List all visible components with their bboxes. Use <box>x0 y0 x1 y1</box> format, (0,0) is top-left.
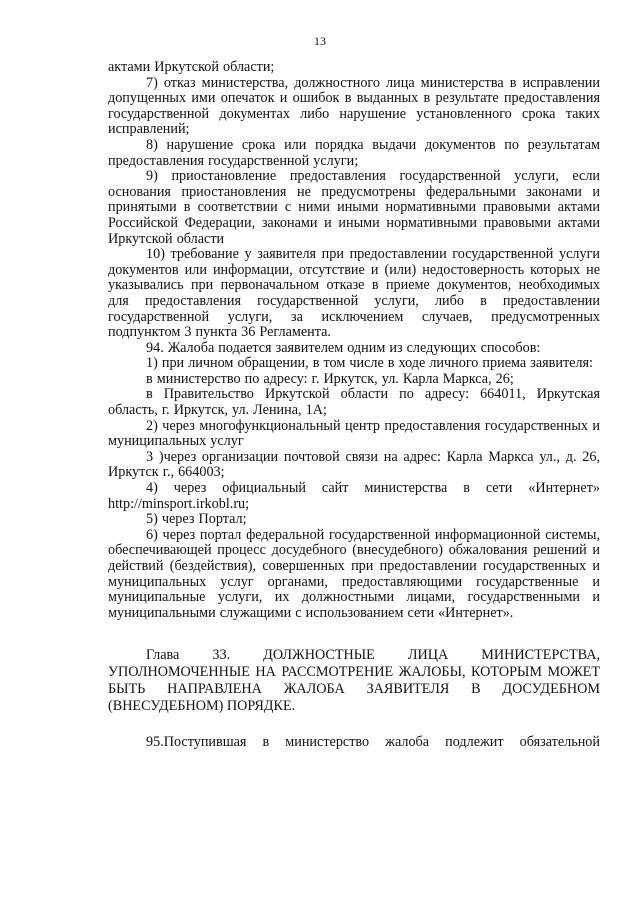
paragraph: 3 )через организации почтовой связи на адрес: Карла Маркса ул., д. 26, Иркутск г., 664003; <box>108 448 600 481</box>
paragraph: 4) через официальный сайт министерства в сети «Интернет» http://minsport.irkobl.ru; <box>108 480 600 512</box>
paragraph: 9) приостановление предоставления государственной услуги, если основания приостановления не предусмотрены федеральными законами и принятыми в соответствии с ними иными нормативными правовыми актами Российской Федерации, законами и иными нормативными правовыми актами Иркутской области <box>108 168 600 247</box>
paragraph: 2) через многофункциональный центр предоставления государственных и муниципальных услуг <box>108 417 600 450</box>
paragraph-list <box>108 60 600 621</box>
paragraph: 10) требование у заявителя при предоставлении государственной услуги документов или информации, отсутствие и (или) недостоверность которых не указывались при первоначальном отказе в приеме документов, необходимых для предоставления государственной услуги, либо в предоставлении государственной услуги, за исключением случаев, предусмотренных подпунктом 3 пункта 36 Регламента. <box>108 246 600 341</box>
paragraph: 7) отказ министерства, должностного лица министерства в исправлении допущенных ими опечаток и ошибок в выданных в результате предоставления государственной документах либо нарушение установленного срока таких исправлений; <box>108 74 600 138</box>
page-number: 13 <box>314 34 326 48</box>
chapter-heading: Глава 33. ДОЛЖНОСТНЫЕ ЛИЦА МИНИСТЕРСТВА, УПОЛНОМОЧЕННЫЕ НА РАССМОТРЕНИЕ ЖАЛОБЫ, КОТОРЫМ МОЖЕТ БЫТЬ НАПРАВЛЕНА ЖАЛОБА ЗАЯВИТЕЛЯ В ДОСУДЕБНОМ (ВНЕСУДЕБНОМ) ПОРЯДКЕ. <box>108 647 600 715</box>
last-paragraph-block <box>108 735 600 751</box>
paragraph: 8) нарушение срока или порядка выдачи документов по результатам предоставления государственной услуги; <box>108 136 600 169</box>
paragraph: актами Иркутской области; <box>108 59 275 75</box>
paragraph: 1) при личном обращении, в том числе в ходе личного приема заявителя: <box>146 355 594 372</box>
paragraph-95: 95.Поступившая в министерство жалоба подлежит обязательной <box>146 734 600 751</box>
document-body <box>108 60 600 751</box>
paragraph: 6) через портал федеральной государственной информационной системы, обеспечивающей процесс досудебного (внесудебного) обжалования решений и действий (бездействия), совершенных при предоставлении государственных и муниципальных услуг органами, предоставляющими государственные и муниципальные услуги, их должностными лицами, государственными и муниципальными служащими с использованием сети «Интернет». <box>108 526 600 621</box>
paragraph: в министерство по адресу: г. Иркутск, ул. Карла Маркса, 26; <box>146 370 514 387</box>
paragraph: 5) через Портал; <box>146 511 247 528</box>
paragraph: в Правительство Иркутской области по адресу: 664011, Иркутская область, г. Иркутск, ул. Ленина, 1А; <box>108 386 600 419</box>
paragraph: 94. Жалоба подается заявителем одним из следующих способов: <box>146 339 541 356</box>
